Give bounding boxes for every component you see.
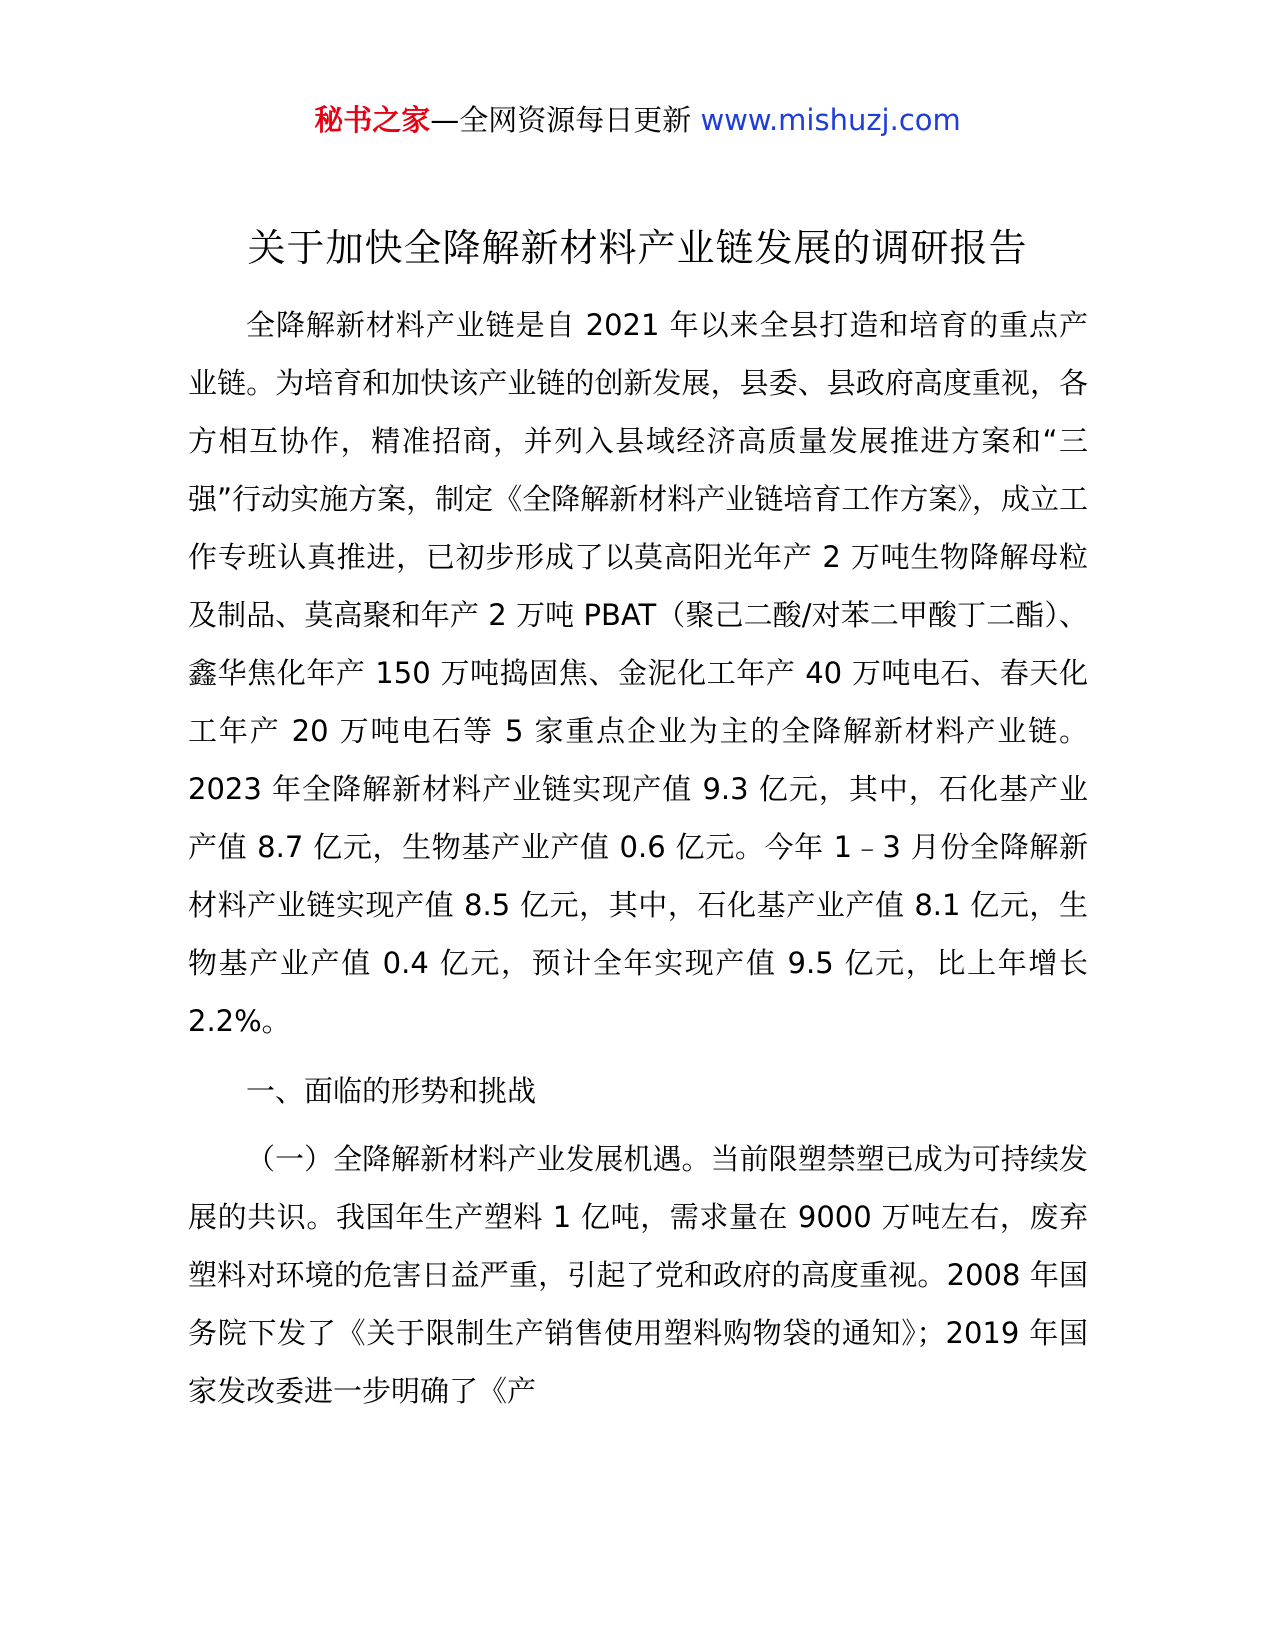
banner-slogan: —全网资源每日更新 <box>430 103 701 137</box>
section-heading: 一、面临的形势和挑战 <box>246 1074 537 1108</box>
paragraph-intro: 全降解新材料产业链是自 2021 年以来全县打造和培育的重点产业链。为培育和加快该产业链的创新发展，县委、县政府高度重视，各方相互协作，精准招商，并列入县域经济高质量发展推进方案和“三强”行动实施方案，制定《全降解新材料产业链培育工作方案》，成立工作专班认真推进，已初步形成了以莫高阳光年产 2 万吨生物降解母粒及制品、莫高聚和年产 2 万吨 PBAT（聚己二酸/对苯二甲酸丁二酯）、鑫华焦化年产 150 万吨捣固焦、金泥化工年产 40 万吨电石、春天化工年产 20 万吨电石等 5 家重点企业为主的全降解新材料产业链。2023 年全降解新材料产业链实现产值 9.3 亿元，其中，石化基产业产值 8.7 亿元，生物基产业产值 0.6 亿元。今年 1﹣3 月份全降解新材料产业链实现产值 8.5 亿元，其中，石化基产业产值 8.1 亿元，生物基产业产值 0.4 亿元，预计全年实现产值 9.5 亿元，比上年增长 2.2%。 <box>188 308 1088 1038</box>
brand-name: 秘书之家 <box>314 103 431 137</box>
site-url-link[interactable]: www.mishuzj.com <box>700 103 961 137</box>
site-banner <box>0 100 1275 140</box>
document-body <box>188 296 1088 1420</box>
document-title: 关于加快全降解新材料产业链发展的调研报告 <box>247 226 1028 270</box>
paragraph-opportunity: （一）全降解新材料产业发展机遇。当前限塑禁塑已成为可持续发展的共识。我国年生产塑料 1 亿吨，需求量在 9000 万吨左右，废弃塑料对环境的危害日益严重，引起了党和政府的高度重视。2008 年国务院下发了《关于限制生产销售使用塑料购物袋的通知》；2019 年国家发改委进一步明确了《产 <box>188 1142 1088 1408</box>
